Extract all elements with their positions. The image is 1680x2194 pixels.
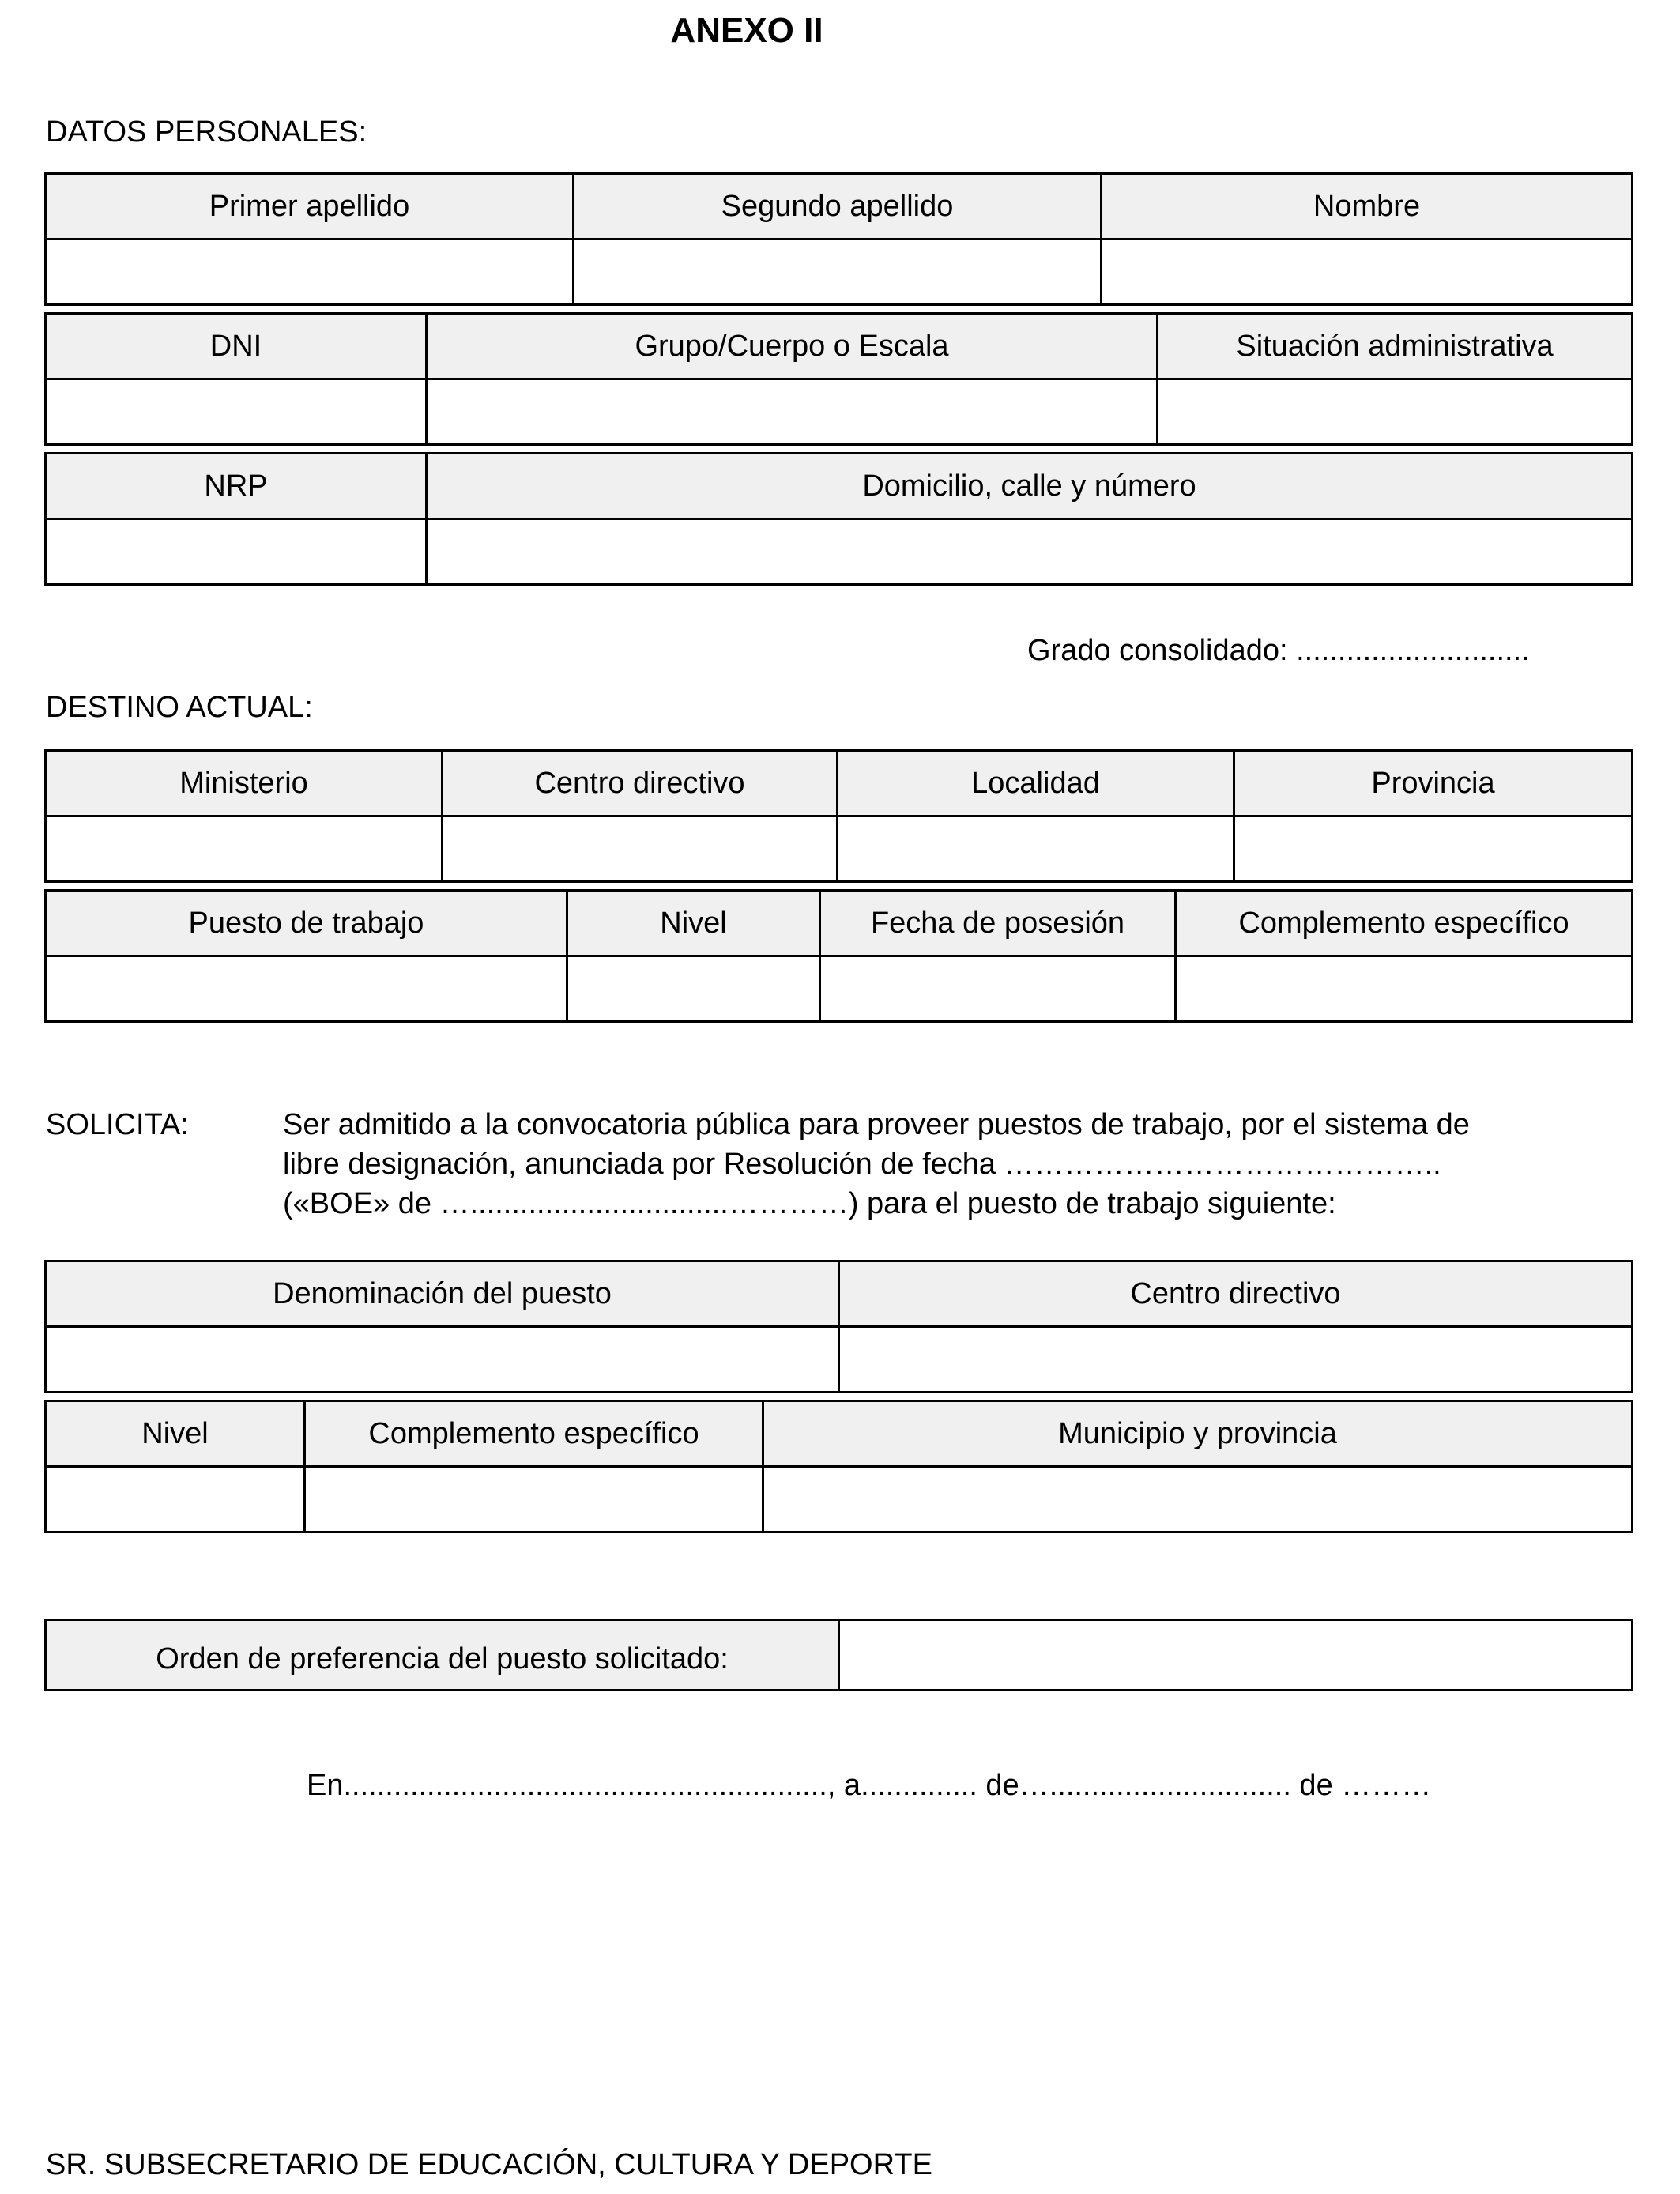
datos-personales-table-1 (44, 172, 1633, 306)
puesto-nivel-field[interactable] (46, 1467, 305, 1532)
denominacion-puesto-label: Denominación del puesto (46, 1261, 839, 1327)
puesto-centro-directivo-field[interactable] (839, 1327, 1633, 1393)
destino-actual-table-2 (44, 889, 1633, 1023)
destinatario: SR. SUBSECRETARIO DE EDUCACIÓN, CULTURA Y DEPORTE (46, 2148, 932, 2181)
situacion-administrativa-field[interactable] (1158, 379, 1633, 445)
provincia-field[interactable] (1234, 816, 1633, 882)
municipio-provincia-field[interactable] (763, 1467, 1633, 1532)
puesto-complemento-label: Complemento específico (305, 1401, 763, 1467)
datos-personales-table-2 (44, 312, 1633, 446)
complemento-especifico-label: Complemento específico (1176, 891, 1633, 956)
grupo-cuerpo-label: Grupo/Cuerpo o Escala (427, 314, 1158, 379)
municipio-provincia-label: Municipio y provincia (763, 1401, 1633, 1467)
dni-field[interactable] (46, 379, 427, 445)
solicita-line-2: libre designación, anunciada por Resolución de fecha …………………………………….. (283, 1148, 1441, 1181)
centro-directivo-label: Centro directivo (443, 751, 838, 816)
domicilio-label: Domicilio, calle y número (427, 454, 1633, 519)
domicilio-field[interactable] (427, 519, 1633, 585)
primer-apellido-field[interactable] (46, 239, 574, 305)
nivel-label: Nivel (567, 891, 820, 956)
grupo-cuerpo-field[interactable] (427, 379, 1158, 445)
denominacion-puesto-field[interactable] (46, 1327, 839, 1393)
nrp-field[interactable] (46, 519, 427, 585)
puesto-table-2 (44, 1400, 1633, 1533)
segundo-apellido-label: Segundo apellido (574, 174, 1102, 239)
primer-apellido-label: Primer apellido (46, 174, 574, 239)
destino-actual-heading: DESTINO ACTUAL: (46, 691, 313, 724)
puesto-complemento-field[interactable] (305, 1467, 763, 1532)
puesto-nivel-label: Nivel (46, 1401, 305, 1467)
localidad-label: Localidad (838, 751, 1234, 816)
puesto-de-trabajo-label: Puesto de trabajo (46, 891, 567, 956)
puesto-table-1 (44, 1260, 1633, 1393)
dni-label: DNI (46, 314, 427, 379)
puesto-centro-directivo-label: Centro directivo (839, 1261, 1633, 1327)
puesto-de-trabajo-field[interactable] (46, 956, 567, 1022)
solicita-line-3: («BOE» de …...............................…………) para el puesto de trabajo siguiente: (283, 1187, 1336, 1220)
fecha-posesion-field[interactable] (820, 956, 1176, 1022)
segundo-apellido-field[interactable] (574, 239, 1102, 305)
solicita-label: SOLICITA: (46, 1108, 189, 1141)
nivel-field[interactable] (567, 956, 820, 1022)
orden-preferencia-table (44, 1619, 1633, 1691)
provincia-label: Provincia (1234, 751, 1633, 816)
orden-preferencia-label: Orden de preferencia del puesto solicitado: (46, 1620, 839, 1691)
grado-consolidado: Grado consolidado: ............................ (1027, 634, 1530, 667)
situacion-administrativa-label: Situación administrativa (1158, 314, 1633, 379)
destino-actual-table-1 (44, 749, 1633, 883)
centro-directivo-field[interactable] (443, 816, 838, 882)
fecha-lugar-line: En.........................................................., a.............. de…............................. de ……… (307, 1769, 1432, 1802)
page-title: ANEXO II (670, 11, 823, 50)
solicita-line-1: Ser admitido a la convocatoria pública para proveer puestos de trabajo, por el sistema de (283, 1108, 1470, 1141)
datos-personales-table-3 (44, 452, 1633, 586)
datos-personales-heading: DATOS PERSONALES: (46, 115, 367, 149)
orden-preferencia-field[interactable] (839, 1620, 1633, 1691)
nrp-label: NRP (46, 454, 427, 519)
localidad-field[interactable] (838, 816, 1234, 882)
nombre-label: Nombre (1102, 174, 1633, 239)
ministerio-label: Ministerio (46, 751, 443, 816)
fecha-posesion-label: Fecha de posesión (820, 891, 1176, 956)
nombre-field[interactable] (1102, 239, 1633, 305)
ministerio-field[interactable] (46, 816, 443, 882)
complemento-especifico-field[interactable] (1176, 956, 1633, 1022)
